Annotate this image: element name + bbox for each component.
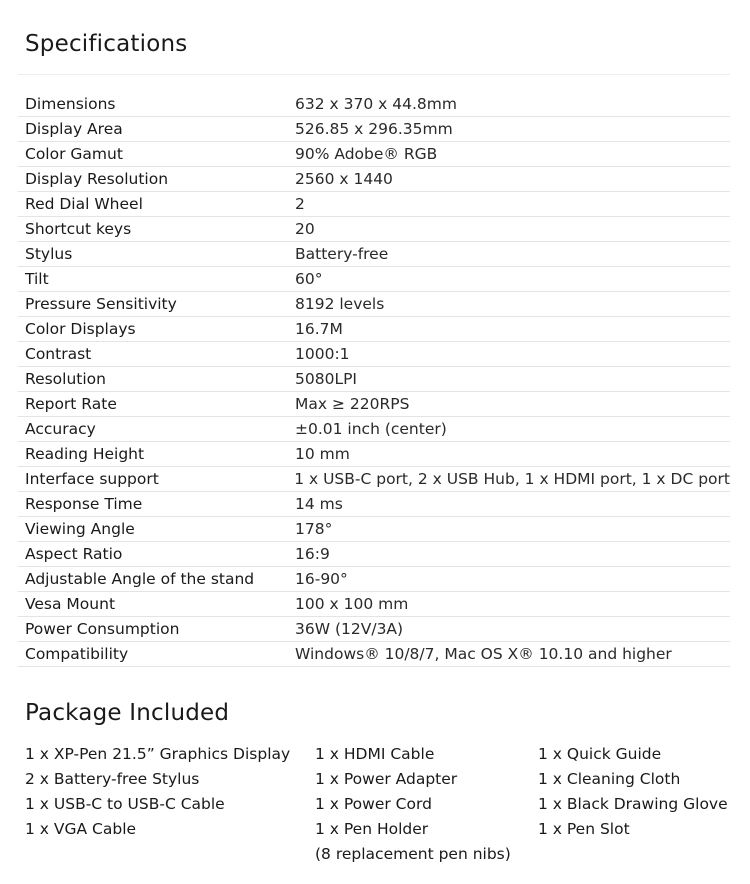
package-item: 1 x VGA Cable: [25, 820, 137, 838]
spec-row: [18, 317, 730, 342]
spec-label: Compatibility: [25, 645, 129, 663]
package-item: (8 replacement pen nibs): [315, 845, 511, 863]
spec-row: [18, 217, 730, 242]
spec-row: [18, 242, 730, 267]
package-item: 1 x Pen Slot: [538, 820, 630, 838]
spec-row: [18, 342, 730, 367]
spec-label: Display Resolution: [25, 170, 169, 188]
spec-label: Red Dial Wheel: [25, 195, 143, 213]
spec-value: 20: [295, 220, 315, 238]
spec-label: Viewing Angle: [25, 520, 135, 538]
spec-row: [18, 367, 730, 392]
spec-value: 5080LPI: [295, 370, 357, 388]
package-item: 1 x XP-Pen 21.5” Graphics Display: [25, 745, 291, 763]
spec-value: Windows® 10/8/7, Mac OS X® 10.10 and higher: [295, 645, 672, 663]
spec-row: [18, 167, 730, 192]
spec-value: 10 mm: [295, 445, 350, 463]
spec-label: Adjustable Angle of the stand: [25, 570, 255, 588]
spec-label: Interface support: [25, 470, 159, 488]
spec-label: Report Rate: [25, 395, 117, 413]
spec-label: Contrast: [25, 345, 92, 363]
spec-row: [18, 192, 730, 217]
spec-label: Vesa Mount: [25, 595, 116, 613]
spec-row: [18, 617, 730, 642]
spec-label: Accuracy: [25, 420, 96, 438]
spec-value: 100 x 100 mm: [295, 595, 409, 613]
spec-value: 632 x 370 x 44.8mm: [295, 95, 457, 113]
spec-value: Max ≥ 220RPS: [295, 395, 410, 413]
spec-label: Pressure Sensitivity: [25, 295, 177, 313]
spec-value: 1 x USB-C port, 2 x USB Hub, 1 x HDMI port, 1 x DC port: [294, 470, 730, 488]
package-item: 1 x Cleaning Cloth: [538, 770, 681, 788]
package-column-3: [538, 742, 728, 842]
package-item: 1 x Black Drawing Glove: [538, 795, 728, 813]
specifications-table: [18, 92, 730, 667]
spec-row: [18, 142, 730, 167]
package-column-2: [315, 742, 511, 867]
spec-label: Color Displays: [25, 320, 136, 338]
spec-row: [18, 117, 730, 142]
package-item: 1 x Quick Guide: [538, 745, 662, 763]
spec-row: [18, 442, 730, 467]
spec-label: Aspect Ratio: [25, 545, 123, 563]
spec-label: Power Consumption: [25, 620, 180, 638]
package-item: 2 x Battery-free Stylus: [25, 770, 200, 788]
spec-row: [18, 267, 730, 292]
spec-value: 1000:1: [295, 345, 350, 363]
spec-row: [18, 492, 730, 517]
spec-label: Reading Height: [25, 445, 145, 463]
spec-value: Battery-free: [295, 245, 389, 263]
spec-label: Display Area: [25, 120, 123, 138]
title-divider: [18, 74, 730, 75]
spec-row: [18, 467, 730, 492]
spec-label: Response Time: [25, 495, 143, 513]
spec-value: 16.7M: [295, 320, 343, 338]
spec-value: 36W (12V/3A): [295, 620, 404, 638]
spec-label: Dimensions: [25, 95, 116, 113]
spec-row: [18, 392, 730, 417]
spec-row: [18, 417, 730, 442]
spec-row: [18, 567, 730, 592]
specifications-title: Specifications: [25, 31, 188, 57]
package-item: 1 x Power Cord: [315, 795, 432, 813]
spec-label: Color Gamut: [25, 145, 123, 163]
spec-label: Tilt: [25, 270, 49, 288]
spec-value: 16:9: [295, 545, 330, 563]
spec-value: 14 ms: [295, 495, 343, 513]
package-item: 1 x USB-C to USB-C Cable: [25, 795, 225, 813]
spec-label: Stylus: [25, 245, 73, 263]
spec-label: Resolution: [25, 370, 106, 388]
spec-value: 178°: [295, 520, 333, 538]
spec-row: [18, 517, 730, 542]
spec-value: ±0.01 inch (center): [295, 420, 447, 438]
spec-row: [18, 592, 730, 617]
package-item: 1 x HDMI Cable: [315, 745, 435, 763]
package-column-1: [25, 742, 290, 842]
spec-row: [18, 642, 730, 667]
package-included-title: Package Included: [25, 700, 230, 726]
spec-value: 16-90°: [295, 570, 348, 588]
spec-value: 8192 levels: [295, 295, 385, 313]
spec-value: 90% Adobe® RGB: [295, 145, 438, 163]
spec-row: [18, 92, 730, 117]
spec-row: [18, 542, 730, 567]
spec-row: [18, 292, 730, 317]
spec-value: 2560 x 1440: [295, 170, 393, 188]
spec-label: Shortcut keys: [25, 220, 132, 238]
spec-value: 60°: [295, 270, 323, 288]
spec-value: 2: [295, 195, 305, 213]
package-item: 1 x Power Adapter: [315, 770, 458, 788]
package-item: 1 x Pen Holder: [315, 820, 429, 838]
spec-value: 526.85 x 296.35mm: [295, 120, 453, 138]
